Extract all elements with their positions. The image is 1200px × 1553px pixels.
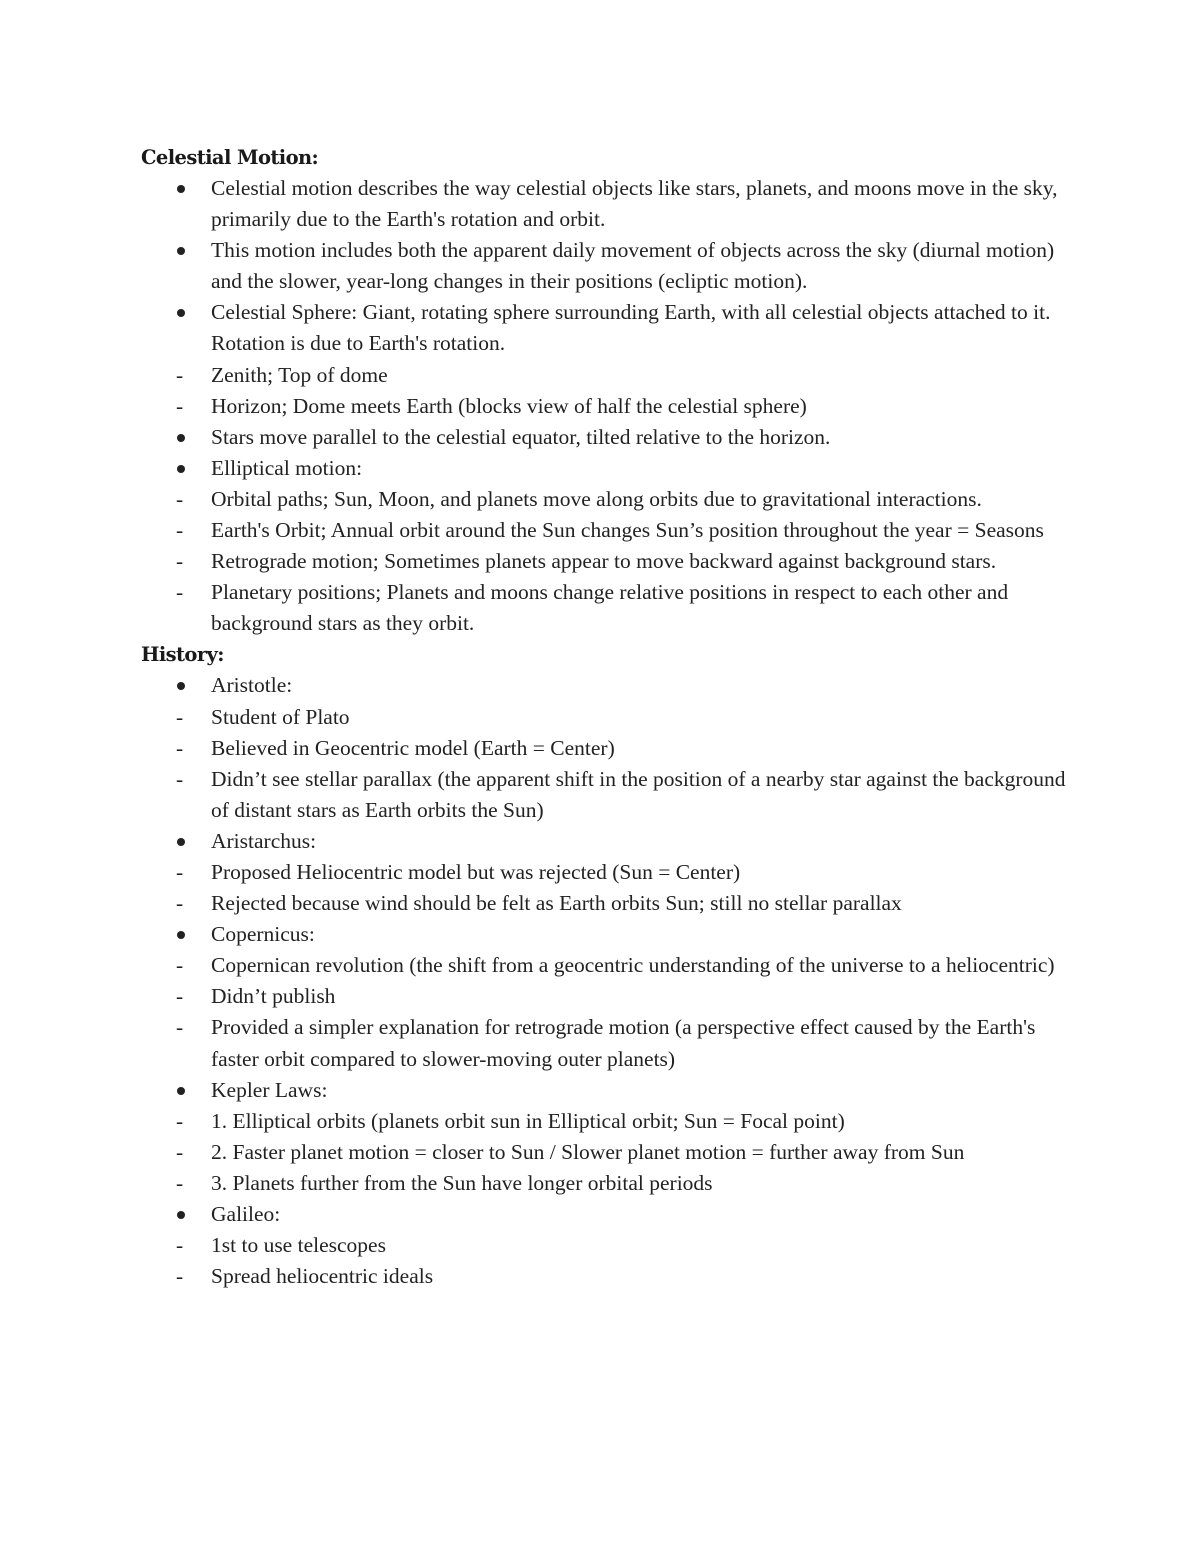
bullet-icon bbox=[176, 297, 196, 328]
list-item-text: Zenith; Top of dome bbox=[211, 362, 388, 387]
list-item bbox=[141, 1168, 1081, 1199]
list-item-text: Celestial motion describes the way celestial objects like stars, planets, and moons move in the sky, primarily due to the Earth's rotation and orbit. bbox=[211, 176, 1058, 232]
list-item bbox=[141, 1075, 1081, 1106]
list-item-text: Elliptical motion: bbox=[211, 455, 363, 480]
list-item bbox=[141, 515, 1081, 546]
bullet-icon bbox=[176, 826, 196, 857]
dash-icon bbox=[176, 1137, 196, 1168]
history-list bbox=[141, 670, 1081, 1292]
list-item bbox=[141, 733, 1081, 764]
list-item bbox=[141, 764, 1081, 826]
dash-icon bbox=[176, 1230, 196, 1261]
list-item-text: Earth's Orbit; Annual orbit around the Sun changes Sun’s position throughout the year = Seasons bbox=[211, 518, 1044, 543]
list-item-text: Didn’t see stellar parallax (the apparent shift in the position of a nearby star against the background of distant stars as Earth orbits the Sun) bbox=[211, 766, 1066, 822]
bullet-icon bbox=[176, 670, 196, 701]
list-item-text: Copernicus: bbox=[211, 922, 315, 947]
section-heading: Celestial Motion: bbox=[141, 146, 319, 169]
list-item bbox=[141, 360, 1081, 391]
list-item-text: Rejected because wind should be felt as Earth orbits Sun; still no stellar parallax bbox=[211, 891, 902, 916]
list-item bbox=[141, 857, 1081, 888]
list-item bbox=[141, 1012, 1081, 1074]
dash-icon bbox=[176, 702, 196, 733]
list-item bbox=[141, 297, 1081, 359]
list-item-text: This motion includes both the apparent daily movement of objects across the sky (diurnal motion) and the slower, year-long changes in their positions (ecliptic motion). bbox=[211, 238, 1055, 294]
list-item-text: Orbital paths; Sun, Moon, and planets move along orbits due to gravitational interactions. bbox=[211, 486, 982, 511]
list-item bbox=[141, 173, 1081, 235]
list-item bbox=[141, 577, 1081, 639]
list-item-text: Aristotle: bbox=[211, 673, 293, 698]
list-item-text: 2. Faster planet motion = closer to Sun / Slower planet motion = further away from Sun bbox=[211, 1139, 965, 1164]
bullet-icon bbox=[176, 422, 196, 453]
list-item-text: Planetary positions; Planets and moons change relative positions in respect to each other and background stars as they orbit. bbox=[211, 580, 1009, 636]
dash-icon bbox=[176, 764, 196, 795]
list-item bbox=[141, 919, 1081, 950]
dash-icon bbox=[176, 546, 196, 577]
list-item-text: 1. Elliptical orbits (planets orbit sun in Elliptical orbit; Sun = Focal point) bbox=[211, 1108, 845, 1133]
list-item bbox=[141, 453, 1081, 484]
dash-icon bbox=[176, 515, 196, 546]
list-item bbox=[141, 546, 1081, 577]
celestial-motion-list bbox=[141, 173, 1081, 639]
list-item bbox=[141, 1137, 1081, 1168]
list-item bbox=[141, 484, 1081, 515]
section-celestial-motion bbox=[141, 142, 1081, 639]
list-item bbox=[141, 391, 1081, 422]
list-item-text: Proposed Heliocentric model but was rejected (Sun = Center) bbox=[211, 859, 741, 884]
bullet-icon bbox=[176, 1199, 196, 1230]
list-item-text: Aristarchus: bbox=[211, 828, 317, 853]
dash-icon bbox=[176, 888, 196, 919]
list-item bbox=[141, 702, 1081, 733]
dash-icon bbox=[176, 484, 196, 515]
dash-icon bbox=[176, 1261, 196, 1292]
list-item-text: Stars move parallel to the celestial equator, tilted relative to the horizon. bbox=[211, 424, 831, 449]
bullet-icon bbox=[176, 1075, 196, 1106]
dash-icon bbox=[176, 950, 196, 981]
list-item bbox=[141, 826, 1081, 857]
list-item bbox=[141, 1261, 1081, 1292]
section-heading: History: bbox=[141, 643, 224, 667]
dash-icon bbox=[176, 733, 196, 764]
list-item bbox=[141, 950, 1081, 981]
list-item-text: Didn’t publish bbox=[211, 984, 336, 1009]
dash-icon bbox=[176, 1106, 196, 1137]
section-history bbox=[141, 639, 1081, 1292]
dash-icon bbox=[176, 1012, 196, 1043]
list-item-text: Student of Plato bbox=[211, 704, 350, 729]
list-item-text: Galileo: bbox=[211, 1202, 281, 1226]
dash-icon bbox=[176, 981, 196, 1012]
list-item-text: Celestial Sphere: Giant, rotating sphere surrounding Earth, with all celestial objects attached to it. Rotation is due to Earth's rotation. bbox=[211, 300, 1051, 356]
list-item bbox=[141, 981, 1081, 1012]
list-item-text: 1st to use telescopes bbox=[211, 1233, 386, 1258]
list-item-text: Copernican revolution (the shift from a geocentric understanding of the universe to a heliocentric) bbox=[211, 953, 1055, 978]
list-item bbox=[141, 888, 1081, 919]
list-item-text: Spread heliocentric ideals bbox=[211, 1264, 434, 1289]
list-item bbox=[141, 1199, 1081, 1230]
list-item-text: Believed in Geocentric model (Earth = Center) bbox=[211, 735, 615, 760]
dash-icon bbox=[176, 391, 196, 422]
dash-icon bbox=[176, 857, 196, 888]
document-page bbox=[141, 142, 1081, 1292]
bullet-icon bbox=[176, 235, 196, 266]
list-item-text: Horizon; Dome meets Earth (blocks view of half the celestial sphere) bbox=[211, 393, 807, 418]
list-item bbox=[141, 670, 1081, 701]
bullet-icon bbox=[176, 919, 196, 950]
dash-icon bbox=[176, 1168, 196, 1199]
dash-icon bbox=[176, 360, 196, 391]
list-item bbox=[141, 235, 1081, 297]
list-item bbox=[141, 1106, 1081, 1137]
bullet-icon bbox=[176, 173, 196, 204]
list-item-text: Kepler Laws: bbox=[211, 1077, 328, 1102]
bullet-icon bbox=[176, 453, 196, 484]
list-item-text: Provided a simpler explanation for retrograde motion (a perspective effect caused by the Earth's faster orbit compared to slower-moving outer planets) bbox=[211, 1015, 1036, 1071]
list-item-text: 3. Planets further from the Sun have longer orbital periods bbox=[211, 1170, 713, 1195]
dash-icon bbox=[176, 577, 196, 608]
list-item bbox=[141, 422, 1081, 453]
list-item bbox=[141, 1230, 1081, 1261]
list-item-text: Retrograde motion; Sometimes planets appear to move backward against background stars. bbox=[211, 549, 997, 574]
